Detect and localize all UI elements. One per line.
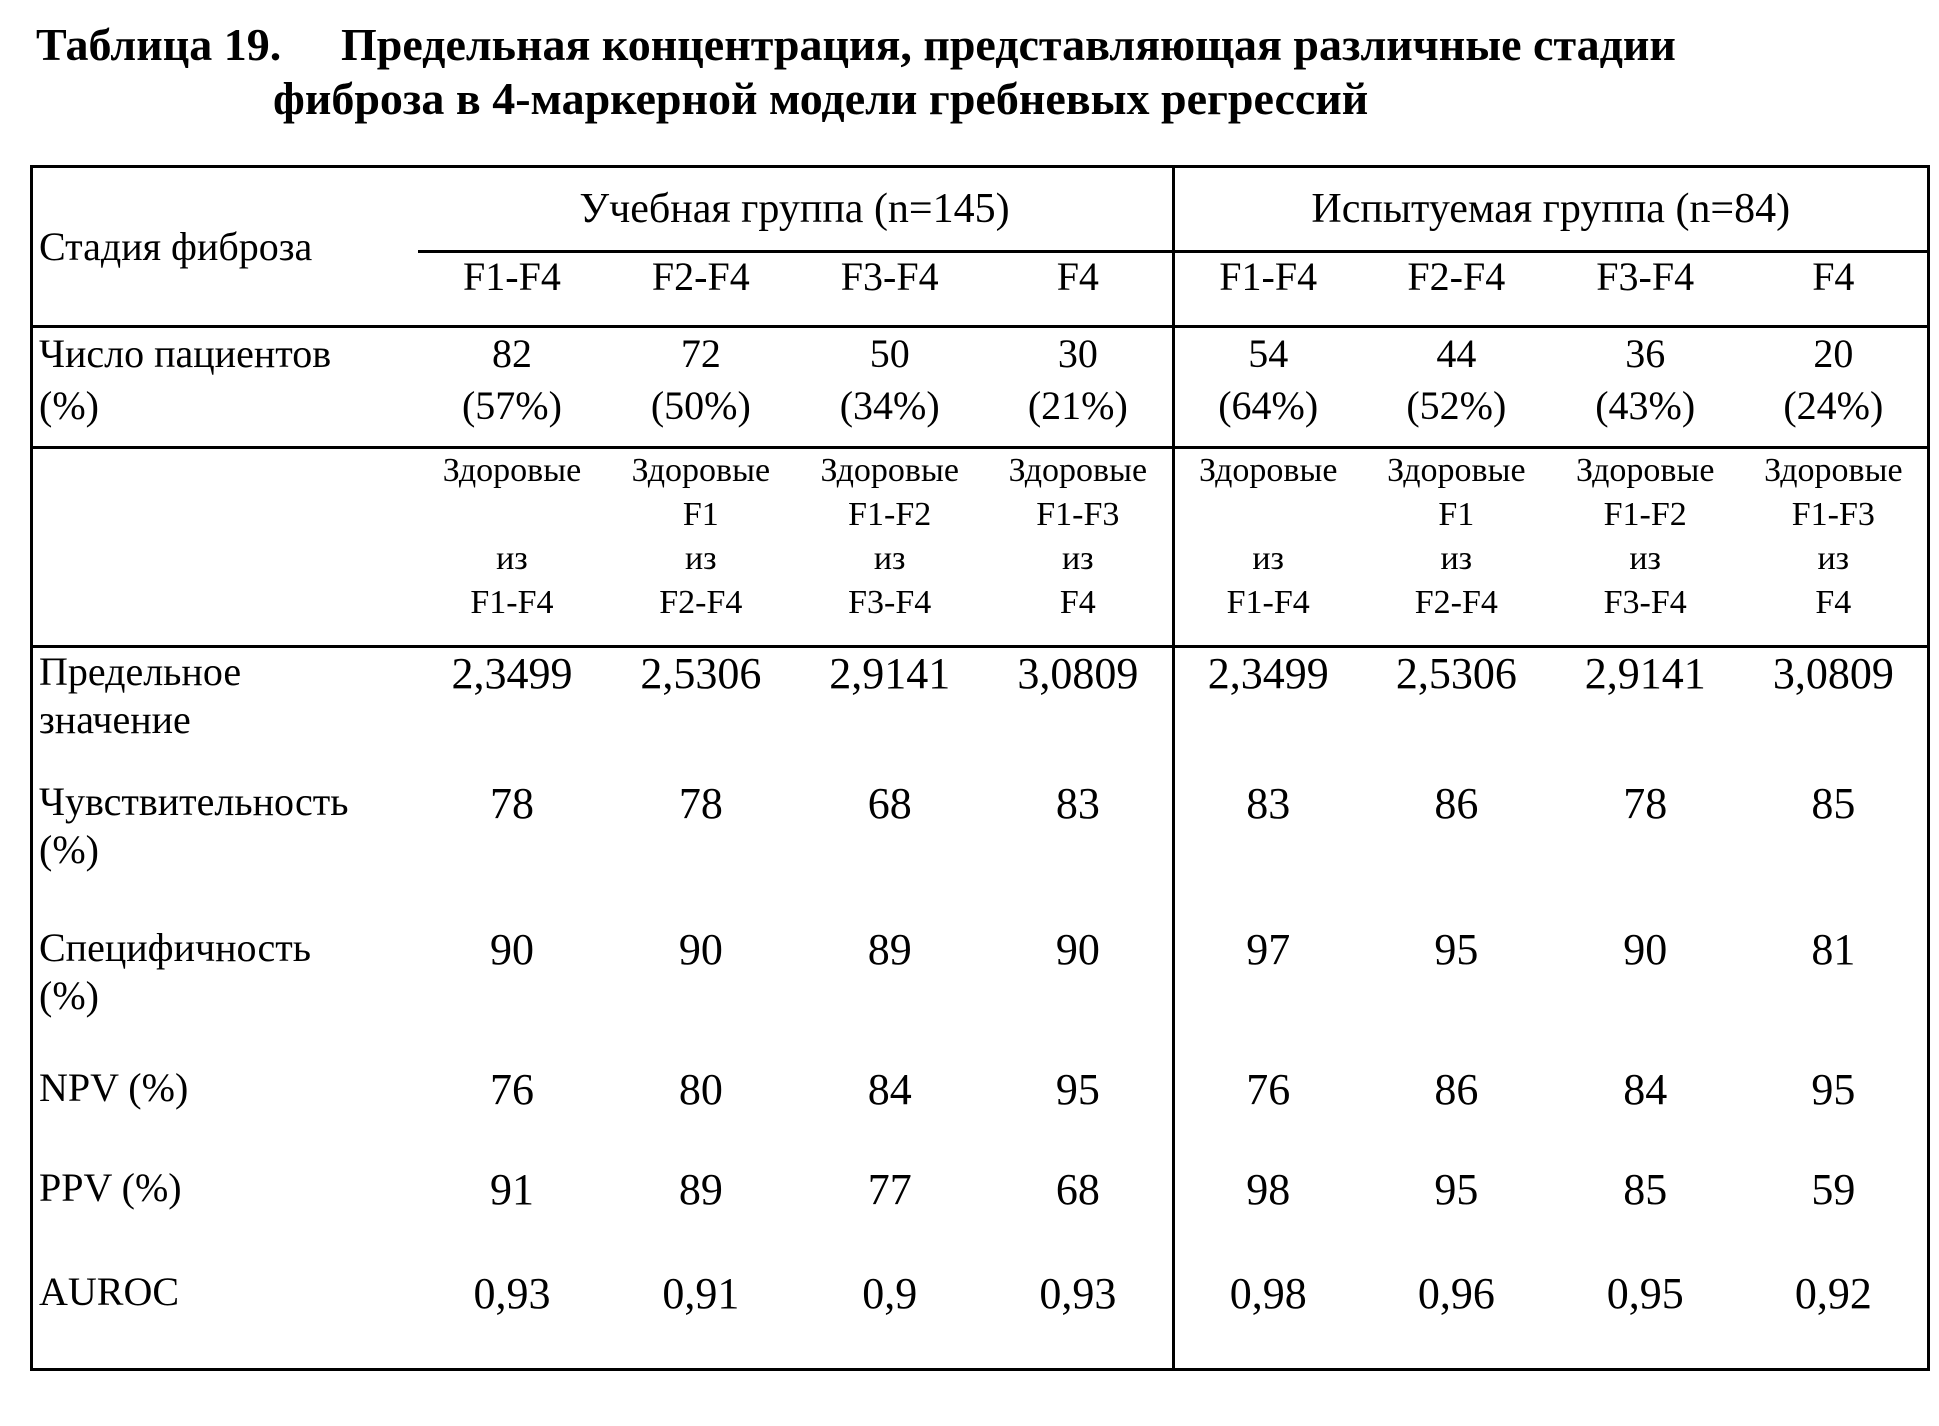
stage-header: F3-F4 <box>1596 254 1695 299</box>
table-cell: 95 <box>1055 1065 1100 1114</box>
table-cell: 0,93 <box>473 1269 551 1318</box>
table-cell: Здоровые F1-F3 из F4 <box>1740 448 1929 647</box>
table-cell-empty <box>32 448 418 647</box>
table-cell: 90 <box>489 925 534 974</box>
table-cell: Здоровые F1 из F2-F4 <box>606 448 795 647</box>
table-cell: 76 <box>1173 1064 1362 1164</box>
table-cell: Здоровые F1-F2 из F3-F4 <box>795 448 984 647</box>
table-cell: 86 <box>1434 779 1479 828</box>
table-number: Таблица 19. <box>36 19 282 70</box>
table-cell: 0,93 <box>1039 1269 1117 1318</box>
row-label-ppv: PPV (%) <box>39 1165 182 1210</box>
table-cell: 44 (52%) <box>1362 327 1551 448</box>
table-cell: 78 <box>489 779 534 828</box>
table-cell: 89 <box>867 925 912 974</box>
table-cell: 90 <box>1055 925 1100 974</box>
table-cell: 0,9 <box>862 1269 918 1318</box>
title-line-1 <box>36 18 1896 72</box>
table-cell: Здоровые F1-F2 из F3-F4 <box>1551 448 1740 647</box>
table-cell: 59 <box>1811 1165 1856 1214</box>
stage-label: Стадия фиброза <box>39 223 313 269</box>
row-label-specificity: Специфичность (%) <box>39 925 311 1018</box>
data-table <box>30 165 1930 1371</box>
table-cell: 2,3499 <box>418 647 607 779</box>
row-label-sensitivity: Чувствительность (%) <box>39 779 349 872</box>
table-cell: 90 <box>678 925 723 974</box>
table-cell: 2,9141 <box>795 647 984 779</box>
row-label-auroc: AUROC <box>39 1269 180 1314</box>
table-cell: 91 <box>489 1165 534 1214</box>
row-label-threshold: Предельное значение <box>32 647 418 779</box>
title-line-2: фиброза в 4-маркерной модели гребневых регрессий <box>273 73 1369 124</box>
table-cell: 2,9141 <box>1551 647 1740 779</box>
table-cell: 72 (50%) <box>606 327 795 448</box>
row-label-patient-count: Число пациентов (%) <box>32 327 418 448</box>
table-cell: 54 (64%) <box>1173 327 1362 448</box>
table-cell: 82 (57%) <box>418 327 607 448</box>
comparison-row <box>32 448 1929 647</box>
group-header-training: Учебная группа (n=145) <box>418 167 1174 252</box>
sensitivity-row <box>32 778 1929 924</box>
table-cell: 98 <box>1173 1164 1362 1268</box>
table-cell: 0,98 <box>1173 1268 1362 1370</box>
title-text-1: Предельная концентрация, представляющая различные стадии <box>341 19 1676 70</box>
stage-header: F2-F4 <box>1407 254 1506 299</box>
stage-header: F3-F4 <box>840 254 939 299</box>
table-cell: 68 <box>867 779 912 828</box>
table-cell: 95 <box>1811 1065 1856 1114</box>
stage-header: F1-F4 <box>1173 252 1362 327</box>
table-cell: 86 <box>1434 1065 1479 1114</box>
auroc-row <box>32 1268 1929 1370</box>
npv-row <box>32 1064 1929 1164</box>
table-cell: 50 (34%) <box>795 327 984 448</box>
row-label-npv: NPV (%) <box>39 1065 189 1110</box>
stage-header: F2-F4 <box>651 254 750 299</box>
stage-header: F1-F4 <box>463 254 561 299</box>
group-header-row <box>32 167 1929 252</box>
table-cell: 3,0809 <box>1740 647 1929 779</box>
table-cell: 97 <box>1173 924 1362 1064</box>
table-title <box>36 18 1896 126</box>
table-cell: 3,0809 <box>984 647 1173 779</box>
table-cell: 0,96 <box>1417 1269 1495 1318</box>
table-cell: 95 <box>1434 1165 1479 1214</box>
table-cell: 30 (21%) <box>984 327 1173 448</box>
table-cell: Здоровые из F1-F4 <box>418 448 607 647</box>
table-cell: 2,3499 <box>1173 647 1362 779</box>
table-cell: Здоровые из F1-F4 <box>1173 448 1362 647</box>
group-header-test: Испытуемая группа (n=84) <box>1173 167 1929 252</box>
table-cell: 2,5306 <box>1362 647 1551 779</box>
patient-count-row <box>32 327 1929 448</box>
table-cell: 95 <box>1434 925 1479 974</box>
table-cell: 80 <box>678 1065 723 1114</box>
specificity-row <box>32 924 1929 1064</box>
threshold-row <box>32 647 1929 779</box>
table-cell: 20 (24%) <box>1740 327 1929 448</box>
table-cell: 84 <box>867 1065 912 1114</box>
table-cell: 85 <box>1811 779 1856 828</box>
table-cell: 68 <box>1055 1165 1100 1214</box>
table-cell: 36 (43%) <box>1551 327 1740 448</box>
table-cell: Здоровые F1-F3 из F4 <box>984 448 1173 647</box>
stage-header: F4 <box>1812 254 1855 299</box>
table-cell: 0,91 <box>662 1269 740 1318</box>
table-cell: 89 <box>678 1165 723 1214</box>
table-cell: 0,95 <box>1606 1269 1684 1318</box>
table-cell: 83 <box>1173 778 1362 924</box>
table-cell: 78 <box>678 779 723 828</box>
table-cell: 81 <box>1811 925 1856 974</box>
table-cell: 85 <box>1623 1165 1668 1214</box>
table-cell: 2,5306 <box>606 647 795 779</box>
table-cell: Здоровые F1 из F2-F4 <box>1362 448 1551 647</box>
table-cell: 77 <box>867 1165 912 1214</box>
table-cell: 76 <box>489 1065 534 1114</box>
table-cell: 0,92 <box>1794 1269 1872 1318</box>
stage-header: F4 <box>1056 254 1099 299</box>
ppv-row <box>32 1164 1929 1268</box>
table-cell: 90 <box>1623 925 1668 974</box>
table-cell: 84 <box>1623 1065 1668 1114</box>
table-cell: 78 <box>1623 779 1668 828</box>
table-cell: 83 <box>1055 779 1100 828</box>
